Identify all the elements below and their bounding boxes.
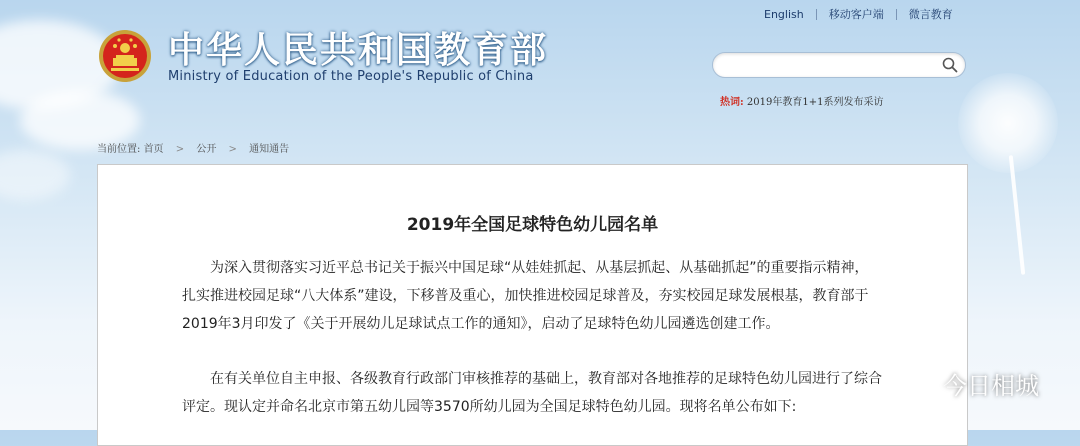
top-links bbox=[764, 6, 953, 22]
english-link[interactable]: English bbox=[764, 7, 804, 21]
paragraph-line: 为深入贯彻落实习近平总书记关于振兴中国足球“从娃娃抓起、从基层抓起、从基础抓起”的重要指示精神， bbox=[210, 260, 869, 276]
article-title: 2019年全国足球特色幼儿园名单 bbox=[406, 215, 659, 235]
paragraph-line: 2019年3月印发了《关于开展幼儿足球试点工作的通知》，启动了足球特色幼儿园遴选创建工作。 bbox=[182, 316, 780, 332]
site-title-en: Ministry of Education of the People's Republic of China bbox=[168, 69, 534, 84]
paragraph-line: 评定。现认定并命名北京市第五幼儿园等3570所幼儿园为全国足球特色幼儿园。现将名单公布如下: bbox=[182, 399, 797, 415]
watermark bbox=[905, 366, 1039, 401]
article-paragraph bbox=[182, 254, 942, 338]
paragraph-line: 扎实推进校园足球“八大体系”建设，下移普及重心，加快推进校园足球普及，夯实校园足球发展根基，教育部于 bbox=[182, 288, 869, 304]
breadcrumb-prefix: 当前位置: bbox=[97, 144, 141, 155]
breadcrumb bbox=[97, 140, 289, 155]
hot-words bbox=[720, 93, 883, 108]
search-box bbox=[712, 52, 966, 78]
breadcrumb-home[interactable]: 首页 bbox=[143, 144, 164, 155]
breadcrumb-separator: > bbox=[228, 144, 237, 155]
article-paragraph bbox=[182, 365, 942, 421]
weiyan-link[interactable]: 微言教育 bbox=[908, 8, 953, 21]
national-emblem-icon[interactable] bbox=[97, 28, 153, 84]
divider bbox=[816, 9, 817, 20]
divider bbox=[896, 9, 897, 20]
site-title-cn[interactable]: 中华人民共和国教育部 bbox=[168, 30, 549, 71]
hot-word-link[interactable]: 2019年教育1+1系列发布采访 bbox=[746, 97, 884, 108]
cloud-decoration bbox=[0, 150, 70, 200]
hot-label: 热词: bbox=[720, 97, 744, 108]
article-panel bbox=[97, 164, 968, 446]
search-input[interactable] bbox=[725, 53, 949, 77]
breadcrumb-public[interactable]: 公开 bbox=[196, 144, 217, 155]
breadcrumb-notices[interactable]: 通知通告 bbox=[249, 144, 290, 155]
paragraph-line: 在有关单位自主申报、各级教育行政部门审核推荐的基础上，教育部对各地推荐的足球特色幼儿园进行了综合 bbox=[210, 371, 882, 387]
breadcrumb-separator: > bbox=[175, 144, 185, 155]
watermark-text: 今日相城 bbox=[943, 372, 1039, 400]
wechat-icon bbox=[905, 371, 935, 397]
search-icon[interactable] bbox=[941, 56, 959, 74]
mobile-client-link[interactable]: 移动客户端 bbox=[828, 8, 884, 21]
